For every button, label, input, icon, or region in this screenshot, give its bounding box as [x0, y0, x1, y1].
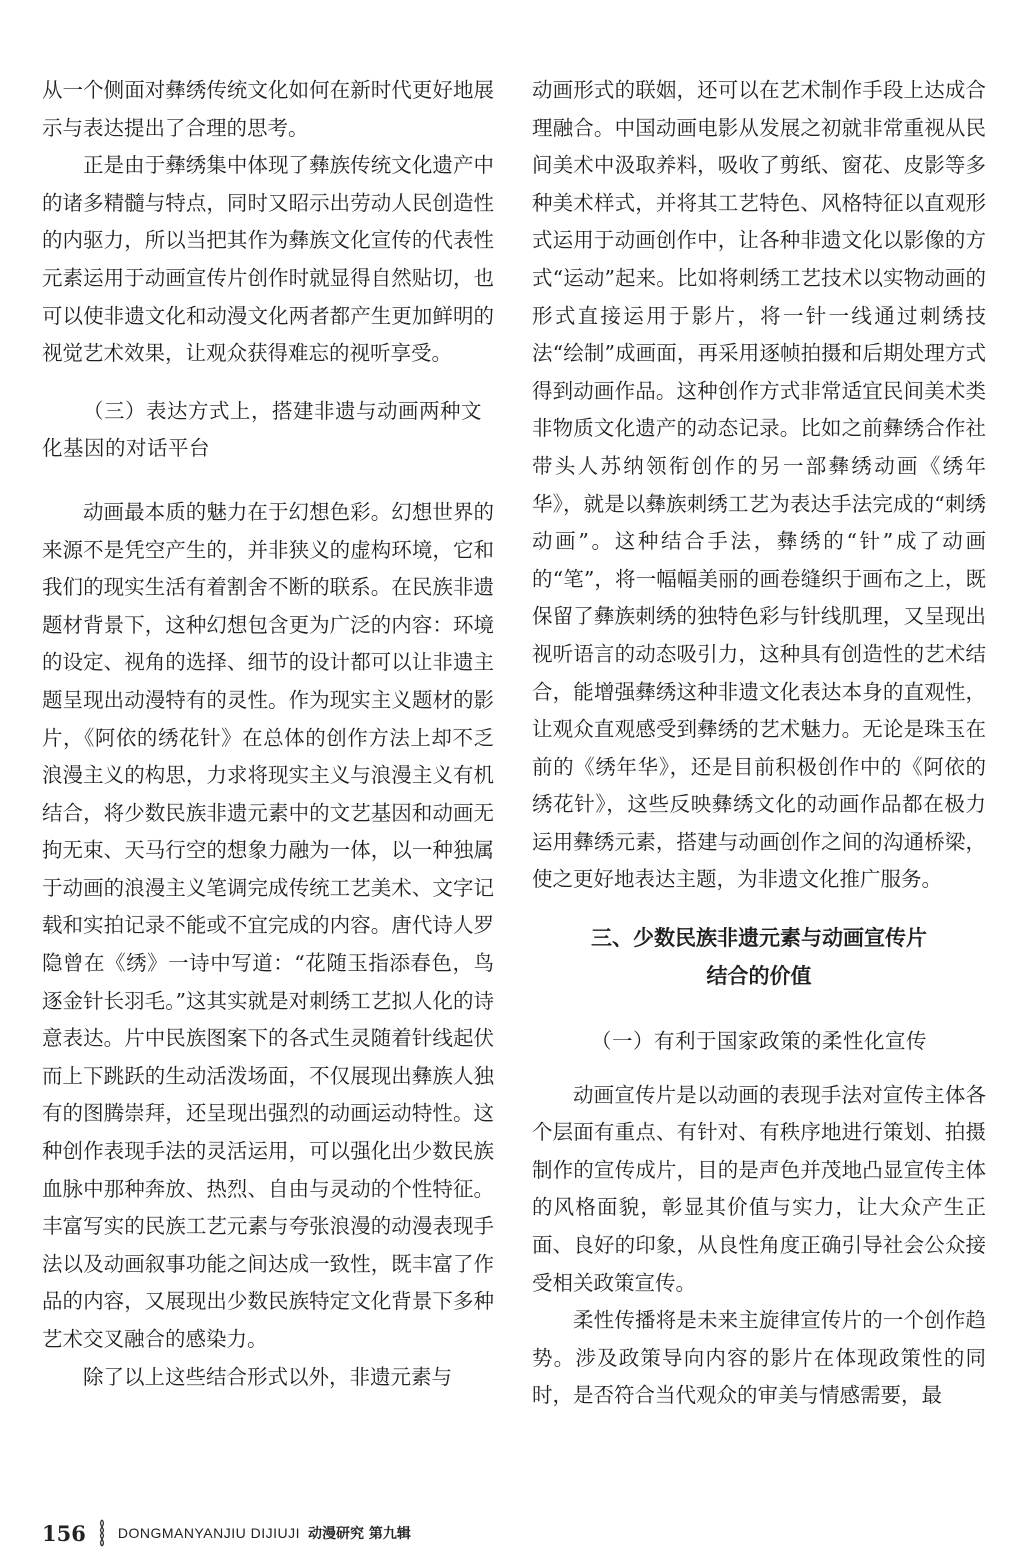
left-column: [42, 72, 494, 1396]
paragraph: 动画最本质的魅力在于幻想色彩。幻想世界的来源不是凭空产生的，并非狭义的虚构环境，它和我们的现实生活有着割舍不断的联系。在民族非遗题材背景下，这种幻想包含更为广泛的内容：环境的设定、视角的选择、细节的设计都可以让非遗主题呈现出动漫特有的灵性。作为现实主义题材的影片，《阿依的绣花针》在总体的创作方法上却不乏浪漫主义的构思，力求将现实主义与浪漫主义有机结合，将少数民族非遗元素中的文艺基因和动画无拘无束、天马行空的想象力融为一体，以一种独属于动画的浪漫主义笔调完成传统工艺美术、文字记载和实拍记录不能或不宜完成的内容。唐代诗人罗隐曾在《绣》一诗中写道：“花随玉指添春色，鸟逐金针长羽毛。”这其实就是对刺绣工艺拟人化的诗意表达。片中民族图案下的各式生灵随着针线起伏而上下跳跃的生动活泼场面，不仅展现出彝族人独有的图腾崇拜，还呈现出强烈的动画运动特性。这种创作表现手法的灵活运用，可以强化出少数民族血脉中那种奔放、热烈、自由与灵动的个性特征。丰富写实的民族工艺元素与夸张浪漫的动漫表现手法以及动画叙事功能之间达成一致性，既丰富了作品的内容，又展现出少数民族特定文化背景下多种艺术交叉融合的感染力。: [42, 499, 494, 1351]
journal-name-pinyin: DONGMANYANJIU DIJIUJI: [117, 1525, 300, 1541]
page-footer: [42, 1518, 411, 1548]
paragraph: 从一个侧面对彝绣传统文化如何在新时代更好地展示与表达提出了合理的思考。: [42, 78, 494, 140]
knot-ornament-icon: [96, 1519, 108, 1547]
right-column: [532, 72, 986, 1415]
paragraph: 正是由于彝绣集中体现了彝族传统文化遗产中的诸多精髓与特点，同时又昭示出劳动人民创造性的内驱力，所以当把其作为彝族文化宣传的代表性元素运用于动画宣传片创作时就显得自然贴切，也可以使非遗文化和动漫文化两者都产生更加鲜明的视觉艺术效果，让观众获得难忘的视听享受。: [42, 153, 494, 366]
subsection-heading: （一）有利于国家政策的柔性化宣传: [591, 1029, 927, 1054]
page-number: 156: [42, 1520, 86, 1546]
section-heading-line1: 三、少数民族非遗元素与动画宣传片: [591, 926, 927, 951]
section-heading-line2: 结合的价值: [706, 964, 812, 989]
paragraph: 动画形式的联姻，还可以在艺术制作手段上达成合理融合。中国动画电影从发展之初就非常重视从民间美术中汲取养料，吸收了剪纸、窗花、皮影等多种美术样式，并将其工艺特色、风格特征以直观形式运用于动画创作中，让各种非遗文化以影像的方式“运动”起来。比如将刺绣工艺技术以实物动画的形式直接运用于影片，将一针一线通过刺绣技法“绘制”成画面，再采用逐帧拍摄和后期处理方式得到动画作品。这种创作方式非常适宜民间美术类非物质文化遗产的动态记录。比如之前彝绣合作社带头人苏纳领衔创作的另一部彝绣动画《绣年华》，就是以彝族刺绣工艺为表达手法完成的“刺绣动画”。这种结合手法，彝绣的“针”成了动画的“笔”，将一幅幅美丽的画卷缝织于画布之上，既保留了彝族刺绣的独特色彩与针线肌理，又呈现出视听语言的动态吸引力，这种具有创造性的艺术结合，能增强彝绣这种非遗文化表达本身的直观性，让观众直观感受到彝绣的艺术魅力。无论是珠玉在前的《绣年华》，还是目前积极创作中的《阿依的绣花针》，这些反映彝绣文化的动画作品都在极力运用彝绣元素，搭建与动画创作之间的沟通桥梁，使之更好地表达主题，为非遗文化推广服务。: [532, 78, 986, 892]
paragraph: 动画宣传片是以动画的表现手法对宣传主体各个层面有重点、有针对、有秩序地进行策划、拍摄制作的宣传成片，目的是声色并茂地凸显宣传主体的风格面貌，彰显其价值与实力，让大众产生正面、良好的印象，从良性角度正确引导社会公众接受相关政策宣传。: [532, 1082, 986, 1295]
journal-name-chinese: 动漫研究 第九辑: [307, 1526, 411, 1542]
paragraph: 柔性传播将是未来主旋律宣传片的一个创作趋势。涉及政策导向内容的影片在体现政策性的同时，是否符合当代观众的审美与情感需要，最: [532, 1308, 986, 1408]
subsection-heading: （三）表达方式上，搭建非遗与动画两种文化基因的对话平台: [42, 398, 482, 461]
section-heading: [532, 919, 986, 995]
paragraph: 除了以上这些结合形式以外，非遗元素与: [83, 1364, 452, 1389]
